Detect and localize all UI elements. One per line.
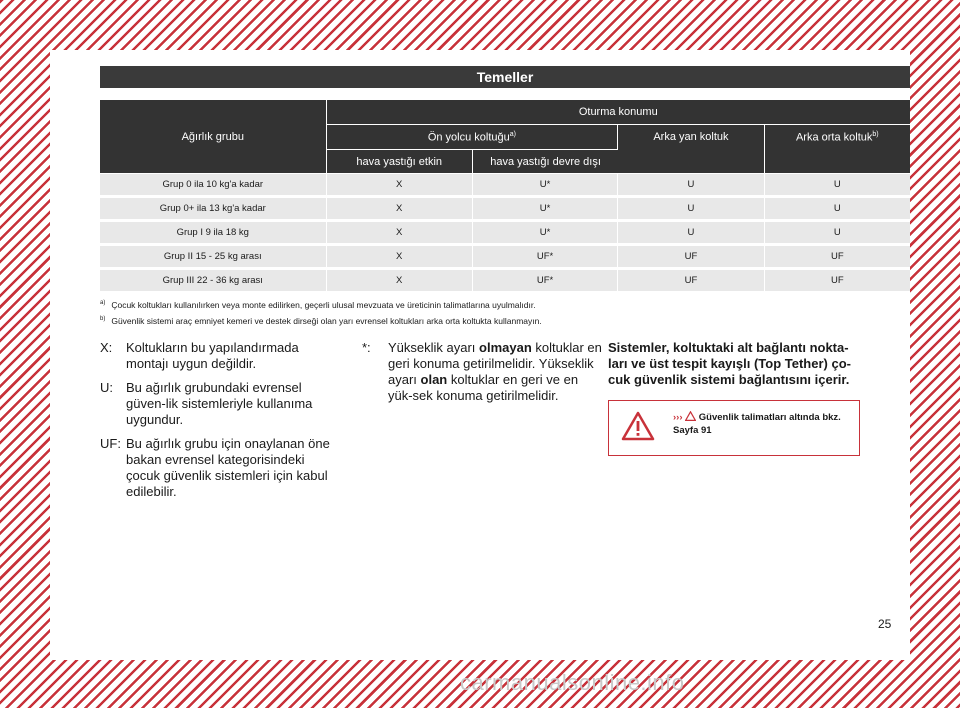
- asterisk-key: *:: [362, 340, 371, 355]
- table-row: [100, 198, 910, 222]
- footnote-mark: a): [100, 300, 106, 306]
- page-number: 25: [878, 617, 892, 631]
- rear-outer-cell: U: [618, 222, 764, 246]
- warning-page: Sayfa 91: [673, 425, 712, 436]
- note-bold: olmayan: [479, 340, 532, 355]
- warning-line: [673, 411, 841, 424]
- asterisk-note: [362, 340, 602, 404]
- rear-center-cell: U: [765, 222, 910, 246]
- rear-outer-cell: U: [618, 174, 764, 198]
- warning-text: Güvenlik talimatları altında bkz.: [698, 412, 841, 423]
- weight-group-cell: Grup I 9 ila 18 kg: [100, 222, 327, 246]
- legend-key: UF:: [100, 436, 121, 451]
- rear-outer-cell: U: [618, 198, 764, 222]
- airbag-active-header: hava yastığı etkin: [327, 150, 473, 174]
- airbag-on-cell: X: [327, 270, 473, 294]
- rear-outer-header: Arka yan koltuk: [618, 125, 764, 174]
- rear-center-cell: UF: [765, 246, 910, 270]
- note-bold: olan: [420, 372, 448, 387]
- table-row: [100, 246, 910, 270]
- airbag-on-cell: X: [327, 174, 473, 198]
- table-row: [100, 270, 910, 294]
- note-part: koltuklar en geri konuma getirilmelidir. Yükseklik ayarı: [388, 340, 602, 387]
- rear-center-header: [765, 125, 910, 174]
- asterisk-column: [362, 340, 602, 412]
- info-heading: Sistemler, koltuktaki alt bağlantı nokta-ları ve üst tespit kayışlı (Top Tether) ço-cuk güvenlik sistemi bağlantısını içerir.: [608, 340, 851, 387]
- rear-center-label: Arka orta koltuk: [795, 131, 873, 144]
- seating-position-header: Oturma konumu: [327, 100, 910, 125]
- legend-item-x: [100, 340, 340, 372]
- front-passenger-label: Ön yolcu koltuğu: [427, 131, 510, 144]
- airbag-on-cell: X: [327, 246, 473, 270]
- footnote-a: [100, 296, 910, 312]
- footnote-b: [100, 312, 910, 328]
- page: [50, 50, 910, 660]
- legend-item-uf: [100, 436, 340, 500]
- footnote-text: Çocuk koltukları kullanılırken veya monte edilirken, geçerli ulusal mevzuata ve üreticinin talimatlarına uyulmalıdır.: [111, 299, 536, 310]
- legend-text: Koltukların bu yapılandırmada montajı uygun değildir.: [126, 340, 299, 371]
- asterisk-text: [388, 340, 602, 404]
- footnote-text: Güvenlik sistemi araç emniyet kemeri ve destek dirseği olan yarı evrensel koltukları arka orta koltukta kullanmayın.: [111, 315, 542, 326]
- warning-reference[interactable]: [673, 411, 841, 437]
- airbag-off-cell: UF*: [473, 270, 618, 294]
- front-passenger-header: [327, 125, 619, 150]
- arrows-icon: ›››: [673, 412, 683, 423]
- rear-center-cell: U: [765, 198, 910, 222]
- section-header: Temeller: [100, 66, 910, 88]
- legend-item-u: [100, 380, 340, 428]
- rear-center-cell: UF: [765, 270, 910, 294]
- airbag-off-cell: U*: [473, 174, 618, 198]
- footnote-ref-b: b): [872, 131, 879, 138]
- note-part: Yükseklik ayarı: [388, 340, 480, 355]
- rear-outer-cell: UF: [618, 270, 764, 294]
- legend-key: U:: [100, 380, 113, 395]
- rear-center-cell: U: [765, 174, 910, 198]
- airbag-on-cell: X: [327, 222, 473, 246]
- legend-text: Bu ağırlık grubundaki evrensel güven-lik sistemleriyle kullanıma uygundur.: [126, 380, 313, 427]
- warning-box: [608, 400, 860, 456]
- legend-column: [100, 340, 340, 508]
- airbag-off-cell: U*: [473, 222, 618, 246]
- airbag-off-cell: UF*: [473, 246, 618, 270]
- airbag-off-header: hava yastığı devre dışı: [473, 150, 618, 174]
- legend-text: Bu ağırlık grubu için onaylanan öne bakan evrensel kategorisindeki çocuk güvenlik sistemleri için kabul edilebilir.: [126, 436, 330, 499]
- footnotes: [100, 296, 910, 328]
- note-part: koltuklar en geri ve en yük-sek konuma getirilmelidir.: [388, 372, 579, 403]
- weight-group-cell: Grup 0 ila 10 kg'a kadar: [100, 174, 327, 198]
- footnote-mark: b): [100, 315, 106, 322]
- small-warning-icon: [685, 411, 696, 421]
- table-row: [100, 222, 910, 246]
- warning-icon: [621, 411, 655, 441]
- watermark: carmanualsonline.info: [460, 670, 685, 695]
- weight-group-cell: Grup II 15 - 25 kg arası: [100, 246, 327, 270]
- info-column: [608, 340, 860, 456]
- airbag-off-cell: U*: [473, 198, 618, 222]
- weight-group-header: Ağırlık grubu: [100, 100, 327, 174]
- airbag-on-cell: X: [327, 198, 473, 222]
- table-row: [100, 174, 910, 198]
- rear-outer-cell: UF: [618, 246, 764, 270]
- footnote-ref-a: a): [509, 130, 516, 138]
- child-seat-table: [100, 100, 910, 294]
- weight-group-cell: Grup III 22 - 36 kg arası: [100, 270, 327, 294]
- weight-group-cell: Grup 0+ ila 13 kg'a kadar: [100, 198, 327, 222]
- legend-key: X:: [100, 340, 113, 355]
